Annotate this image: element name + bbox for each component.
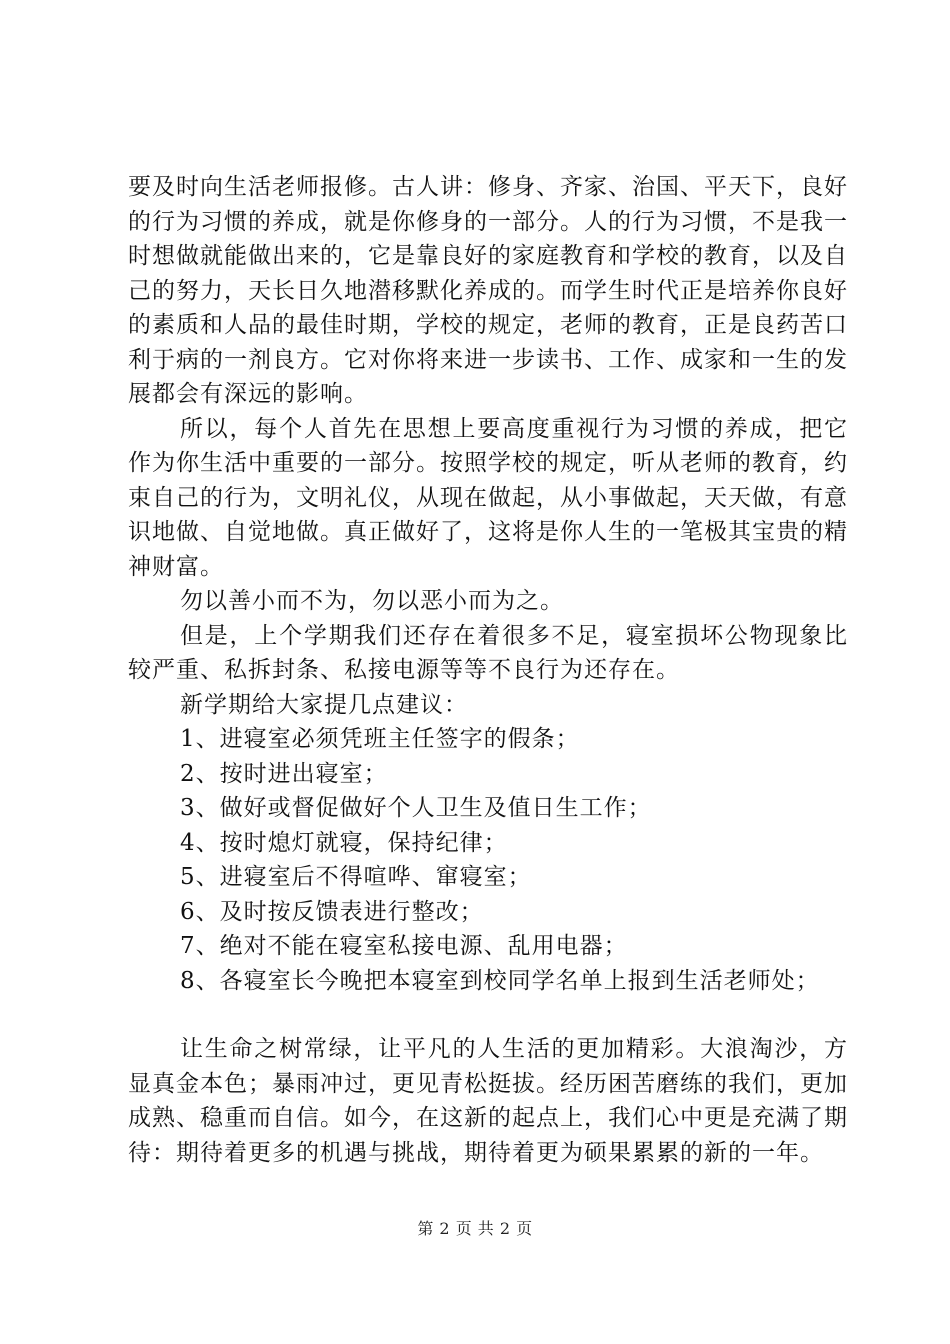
- paragraph-suggestions-intro: 新学期给大家提几点建议：: [180, 691, 468, 718]
- document-body: [128, 170, 848, 1170]
- suggestion-item: 2、按时进出寝室；: [180, 760, 388, 787]
- blank-line: [128, 998, 848, 1032]
- suggestion-item: 8、各寝室长今晚把本寝室到校同学名单上报到生活老师处；: [180, 967, 820, 994]
- paragraph-closing: 让生命之树常绿，让平凡的人生活的更加精彩。大浪淘沙，方显真金本色；暴雨冲过，更见青松挺拔。经历困苦磨练的我们，更加成熟、稳重而自信。如今，在这新的起点上，我们心中更是充满了期待：期待着更多的机遇与挑战，期待着更为硕果累累的新的一年。: [128, 1036, 848, 1166]
- suggestion-item: 5、进寝室后不得喧哗、窜寝室；: [180, 864, 532, 890]
- paragraph-habit-importance: 所以，每个人首先在思想上要高度重视行为习惯的养成，把它作为你生活中重要的一部分。按照学校的规定，听从老师的教育，约束自己的行为，文明礼仪，从现在做起，从小事做起，天天做，有意识地做、自觉地做。真正做好了，这将是你人生的一笔极其宝贵的精神财富。: [128, 415, 848, 580]
- suggestion-list: [128, 722, 848, 998]
- suggestion-item: 3、做好或督促做好个人卫生及值日生工作；: [180, 795, 652, 821]
- page-number-footer: 第 2 页 共 2 页: [417, 1219, 533, 1238]
- paragraph-proverb: 勿以善小而不为，勿以恶小而为之。: [180, 588, 564, 614]
- paragraph-shortcomings: 但是，上个学期我们还存在着很多不足，寝室损坏公物现象比较严重、私拆封条、私接电源等等不良行为还存在。: [128, 622, 848, 683]
- paragraph-repair-and-habits: 要及时向生活老师报修。古人讲：修身、齐家、治国、平天下，良好的行为习惯的养成，就是你修身的一部分。人的行为习惯，不是我一时想做就能做出来的，它是靠良好的家庭教育和学校的教育，以及自己的努力，天长日久地潜移默化养成的。而学生时代正是培养你良好的素质和人品的最佳时期，学校的规定，老师的教育，正是良药苦口利于病的一剂良方。它对你将来进一步读书、工作、成家和一生的发展都会有深远的影响。: [128, 174, 848, 407]
- suggestion-item: 4、按时熄灯就寝，保持纪律；: [180, 829, 508, 856]
- suggestion-item: 7、绝对不能在寝室私接电源、乱用电器；: [180, 933, 628, 959]
- suggestion-item: 1、进寝室必须凭班主任签字的假条；: [180, 726, 580, 752]
- suggestion-item: 6、及时按反馈表进行整改；: [180, 898, 484, 925]
